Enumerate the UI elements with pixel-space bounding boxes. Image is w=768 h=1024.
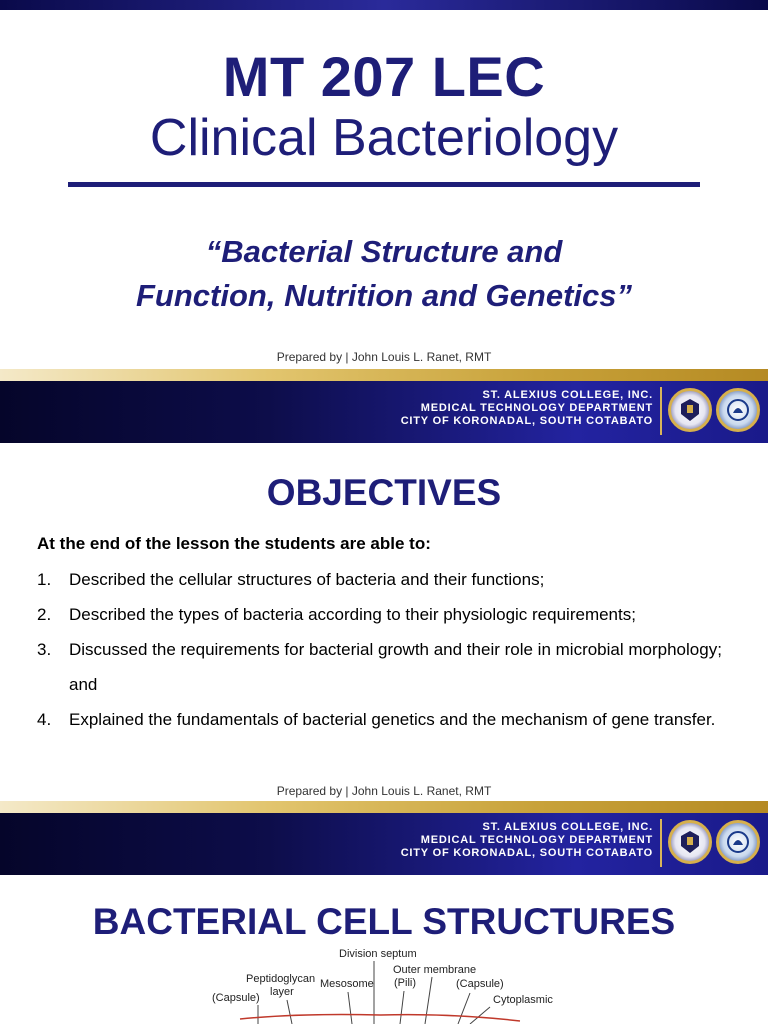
- objective-text: Explained the fundamentals of bacterial genetics and the mechanism of gene transfer.: [69, 710, 716, 729]
- prepared-by: Prepared by | John Louis L. Ranet, RMT: [276, 350, 492, 364]
- objective-text: Discussed the requirements for bacterial growth and their role in microbial morphology; and: [69, 640, 722, 694]
- footer-gold-band: [0, 801, 768, 813]
- department-seal-icon: [716, 388, 760, 432]
- college-seal-icon: [668, 388, 712, 432]
- label-outer-membrane: Outer membrane: [393, 964, 477, 976]
- objective-item: [37, 597, 737, 632]
- label-capsule-right: (Capsule): [456, 978, 504, 990]
- label-peptidoglycan: Peptidoglycan: [246, 973, 316, 985]
- top-accent-strip: [0, 0, 768, 10]
- objective-number: 1.: [37, 570, 52, 589]
- institution-text: [401, 389, 653, 428]
- institution-name: ST. ALEXIUS COLLEGE, INC.: [482, 821, 653, 833]
- objective-number: 4.: [37, 710, 52, 729]
- department-name: MEDICAL TECHNOLOGY DEPARTMENT: [420, 834, 653, 846]
- college-seal-icon: [668, 820, 712, 864]
- institution-name: ST. ALEXIUS COLLEGE, INC.: [482, 389, 653, 401]
- objectives-slide: [0, 444, 768, 877]
- course-name: Clinical Bacteriology: [149, 109, 619, 167]
- title-slide: [0, 0, 768, 444]
- prepared-by: Prepared by | John Louis L. Ranet, RMT: [276, 784, 492, 798]
- subtitle-line-2: Function, Nutrition and Genetics”: [136, 278, 632, 313]
- bacterial-cell-diagram: [0, 945, 768, 1024]
- institution-footer: [0, 381, 768, 443]
- footer-divider: [660, 387, 662, 435]
- subtitle-line-1: “Bacterial Structure and: [205, 234, 563, 269]
- label-mesosome: Mesosome: [320, 978, 374, 990]
- objective-text: Described the cellular structures of bacteria and their functions;: [69, 570, 545, 589]
- objectives-intro: At the end of the lesson the students are able to:: [37, 534, 431, 553]
- cell-structures-heading: BACTERIAL CELL STRUCTURES: [92, 901, 676, 942]
- objective-text: Described the types of bacteria according to their physiologic requirements;: [69, 605, 636, 624]
- course-code: MT 207 LEC: [222, 45, 546, 108]
- label-layer: layer: [270, 986, 294, 998]
- objectives-heading: OBJECTIVES: [266, 472, 502, 513]
- lecture-subtitle: [0, 230, 768, 318]
- footer-gold-band: [0, 369, 768, 381]
- objective-number: 3.: [37, 640, 52, 659]
- label-pili: (Pili): [394, 977, 416, 989]
- objective-item: [37, 562, 737, 597]
- institution-location: CITY OF KORONADAL, SOUTH COTABATO: [400, 415, 653, 427]
- institution-location: CITY OF KORONADAL, SOUTH COTABATO: [400, 847, 653, 859]
- institution-footer: [0, 813, 768, 875]
- department-seal-icon: [716, 820, 760, 864]
- label-cytoplasmic: Cytoplasmic: [493, 994, 553, 1006]
- objective-item: [37, 632, 737, 702]
- objective-item: [37, 702, 737, 737]
- footer-divider: [660, 819, 662, 867]
- label-division-septum: Division septum: [339, 948, 417, 960]
- label-capsule-left: (Capsule): [212, 992, 260, 1004]
- title-divider: [68, 182, 700, 187]
- cell-structures-slide: [0, 877, 768, 1024]
- institution-text: [401, 821, 653, 860]
- cell-outline: [240, 1015, 520, 1022]
- department-name: MEDICAL TECHNOLOGY DEPARTMENT: [420, 402, 653, 414]
- objectives-list: [37, 562, 737, 737]
- objective-number: 2.: [37, 605, 52, 624]
